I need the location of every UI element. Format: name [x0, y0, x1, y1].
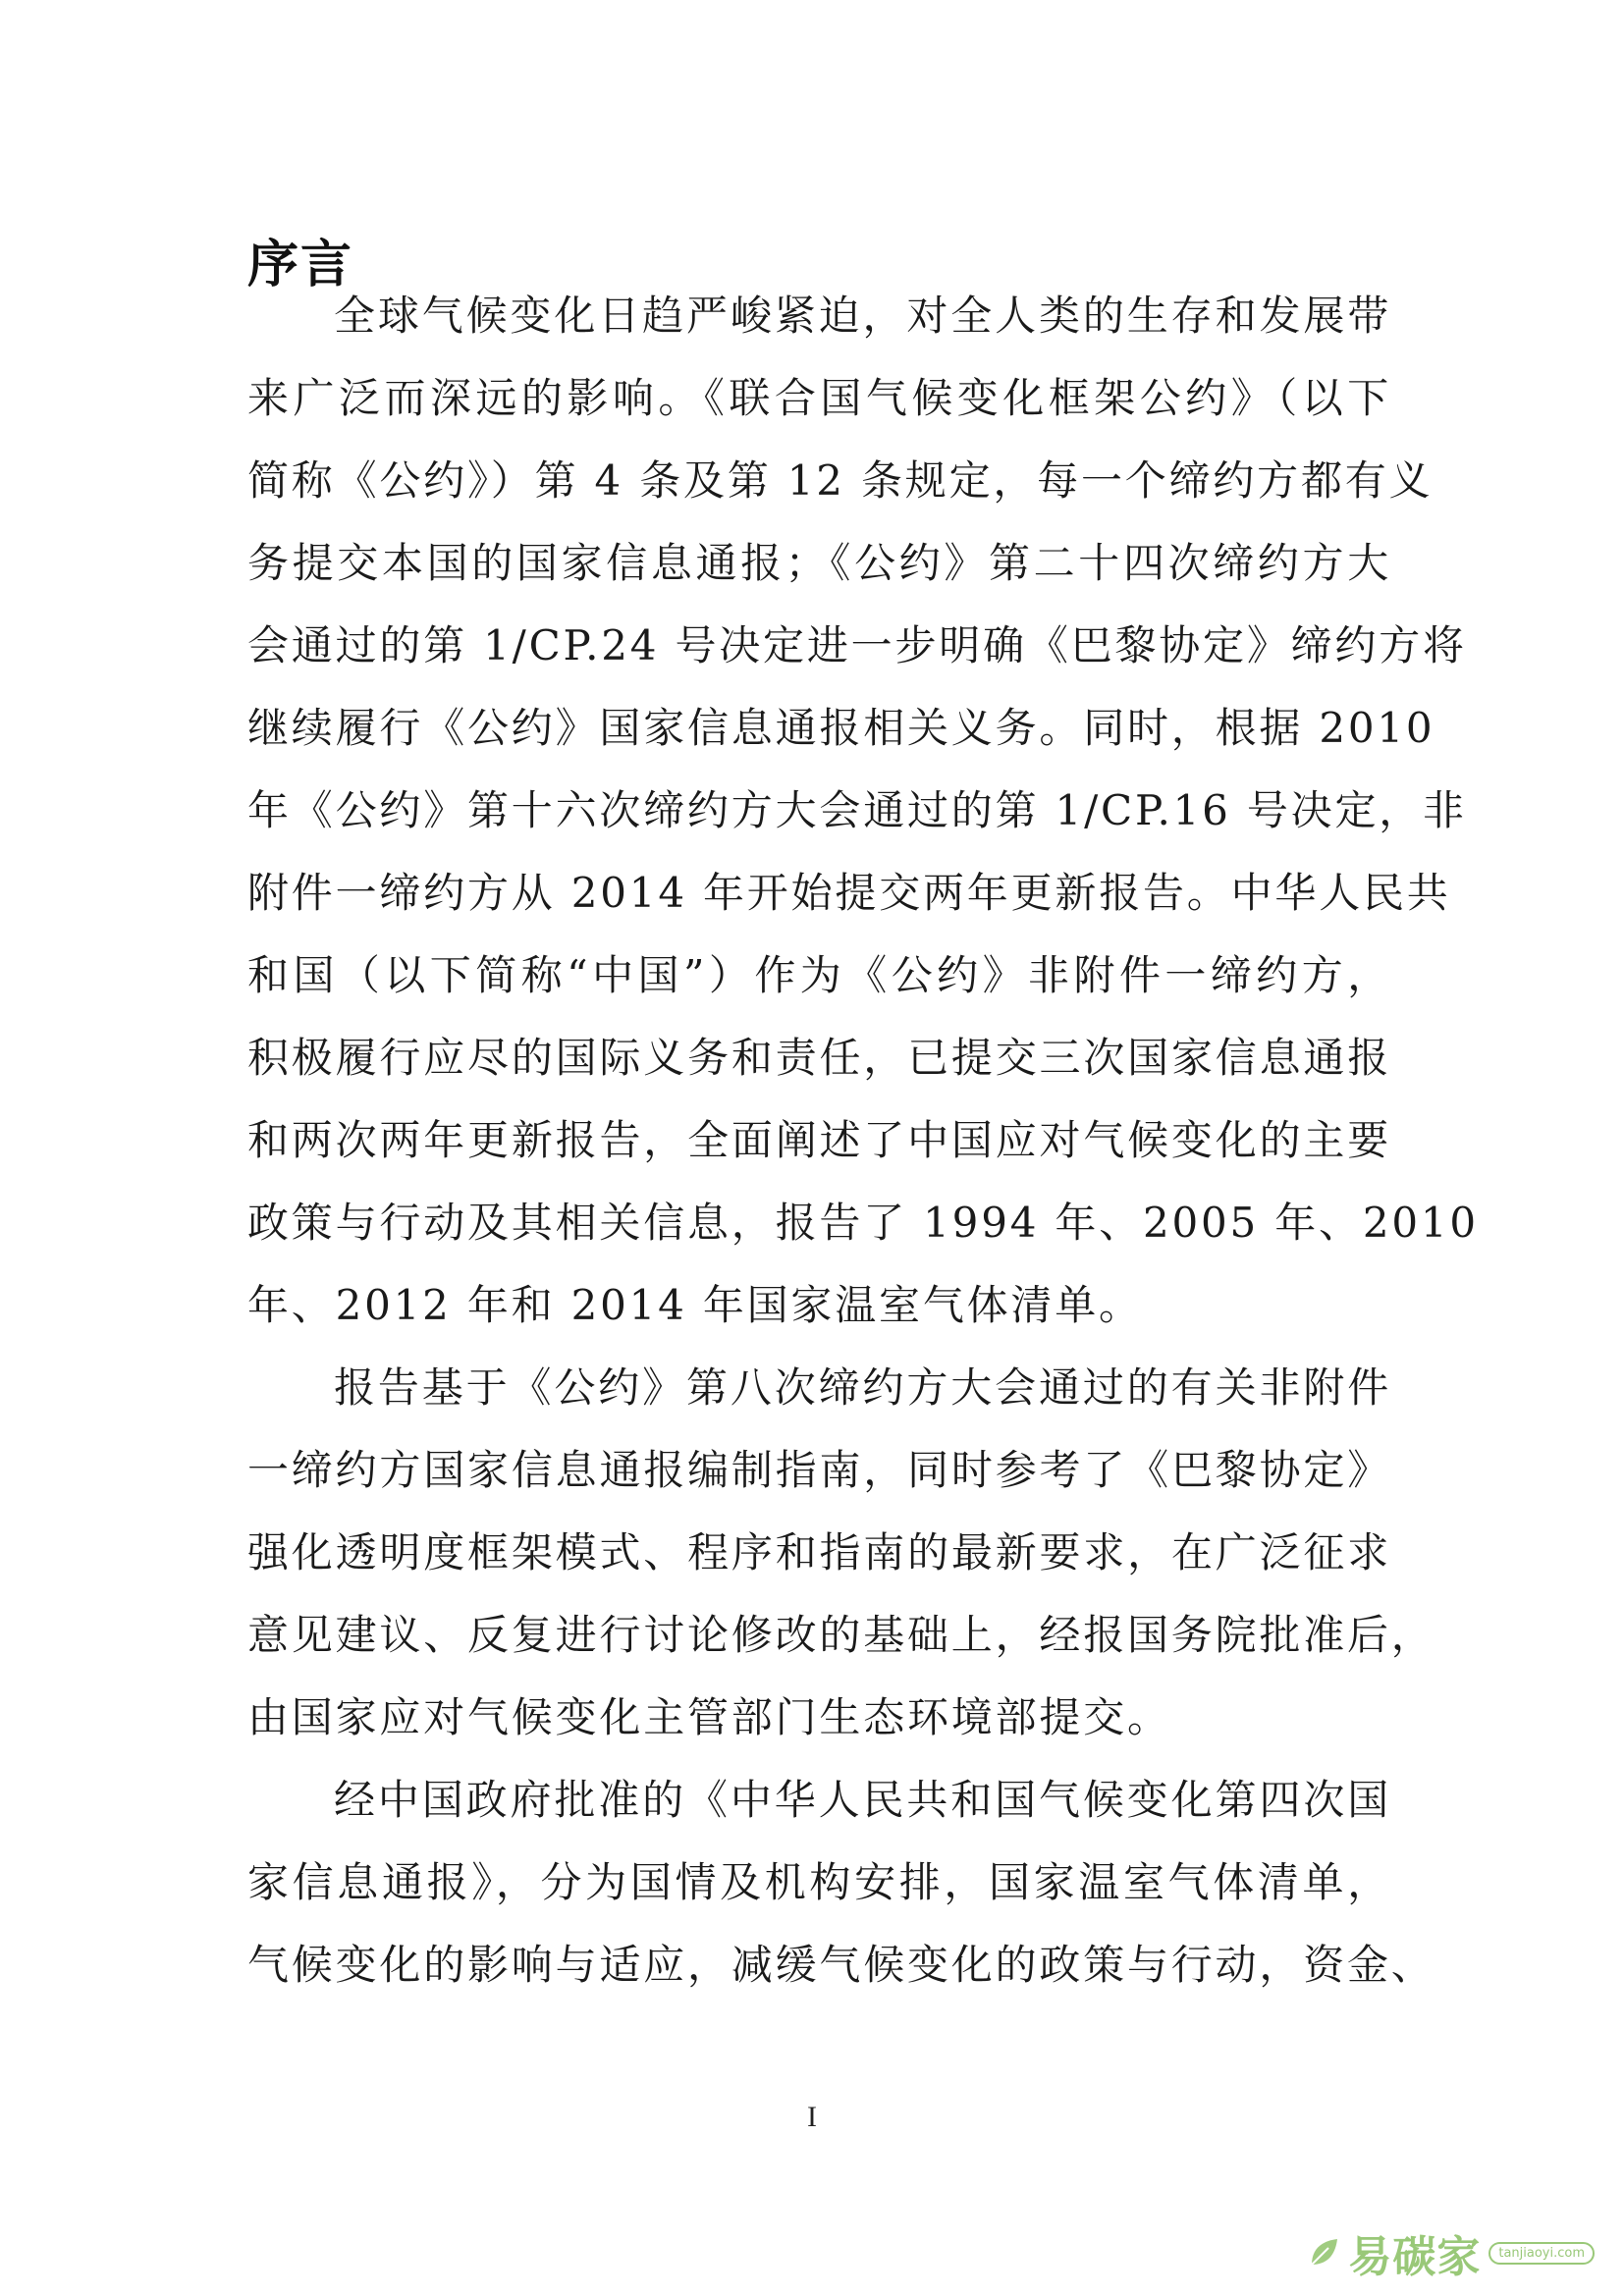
text-line: 会通过的第 1/CP.24 号决定进一步明确《巴黎协定》缔约方将 [247, 621, 1467, 669]
document-body [247, 275, 1479, 2006]
watermark-url: tanjiaoyi.com [1489, 2242, 1595, 2265]
paragraph-3 [247, 1759, 1435, 2006]
text-line: 年《公约》第十六次缔约方大会通过的第 1/CP.16 号决定，非 [247, 786, 1467, 834]
leaf-icon [1307, 2236, 1340, 2269]
text-line: 意见建议、反复进行讨论修改的基础上，经报国务院批准后， [247, 1611, 1435, 1659]
text-line: 全球气候变化日趋严峻紧迫，对全人类的生存和发展带 [334, 292, 1391, 340]
text-line: 积极履行应尽的国际义务和责任，已提交三次国家信息通报 [247, 1034, 1391, 1082]
text-line: 报告基于《公约》第八次缔约方大会通过的有关非附件 [334, 1363, 1391, 1412]
watermark-brand: 易碳家 [1348, 2232, 1482, 2282]
paragraph-2 [247, 1347, 1435, 1759]
text-line: 和国（以下简称“中国”）作为《公约》非附件一缔约方， [247, 951, 1391, 999]
text-line: 务提交本国的国家信息通报；《公约》第二十四次缔约方大 [247, 539, 1391, 587]
page-title: 序言 [247, 235, 354, 294]
text-line: 来广泛而深远的影响。《联合国气候变化框架公约》（以下 [247, 374, 1391, 422]
text-line: 附件一缔约方从 2014 年开始提交两年更新报告。中华人民共 [247, 869, 1451, 917]
text-line: 气候变化的影响与适应，减缓气候变化的政策与行动，资金、 [247, 1941, 1435, 1989]
text-line: 一缔约方国家信息通报编制指南，同时参考了《巴黎协定》 [247, 1446, 1391, 1494]
text-line: 强化透明度框架模式、程序和指南的最新要求，在广泛征求 [247, 1528, 1391, 1576]
text-line: 由国家应对气候变化主管部门生态环境部提交。 [247, 1693, 1171, 1741]
text-line: 年、2012 年和 2014 年国家温室气体清单。 [247, 1281, 1143, 1329]
text-line: 继续履行《公约》国家信息通报相关义务。同时，根据 2010 [247, 704, 1435, 752]
text-line: 政策与行动及其相关信息，报告了 1994 年、2005 年、2010 [247, 1199, 1479, 1247]
watermark [1307, 2221, 1595, 2284]
text-line: 简称《公约》）第 4 条及第 12 条规定，每一个缔约方都有义 [247, 456, 1434, 505]
text-line: 家信息通报》，分为国情及机构安排，国家温室气体清单， [247, 1858, 1391, 1906]
paragraph-1 [247, 275, 1479, 1347]
text-line: 经中国政府批准的《中华人民共和国气候变化第四次国 [334, 1776, 1391, 1824]
page-number: I [807, 2101, 817, 2133]
text-line: 和两次两年更新报告，全面阐述了中国应对气候变化的主要 [247, 1116, 1391, 1164]
